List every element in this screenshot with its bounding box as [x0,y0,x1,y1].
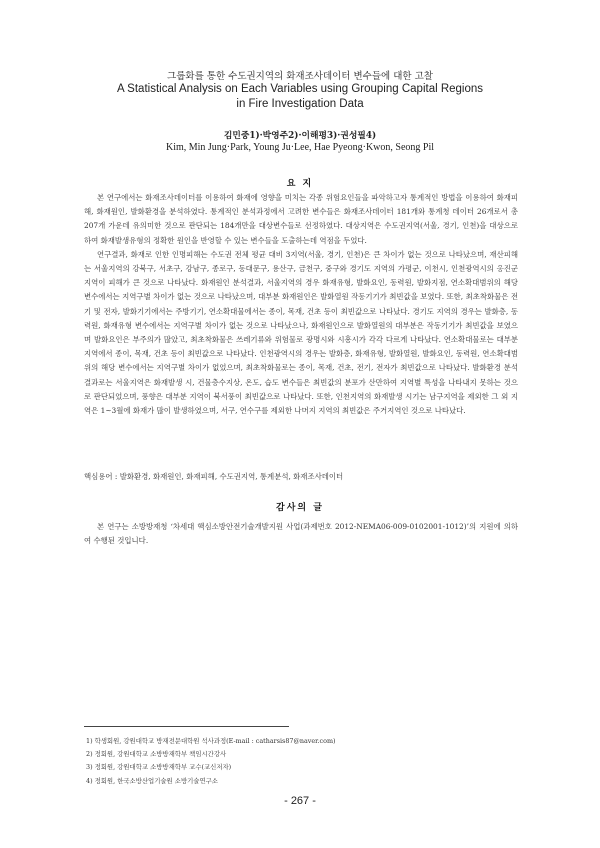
authors-english: Kim, Min Jung·Park, Young Ju·Lee, Hae Pyeong·Kwon, Seong Pil [165,142,435,153]
paper-title-korean: 그룹화를 통한 수도권지역의 화재조사데이터 변수들에 대한 고찰 [167,71,433,82]
authors-korean: 김민중1)·박영주2)·이해평3)·권성필4) [223,131,377,141]
paper-title-english-line-1: A Statistical Analysis on Each Variables using Grouping Capital Regions [116,83,484,95]
abstract-heading: 요 지 [286,179,314,189]
acknowledgement-body [84,520,518,548]
footnote-4: 4) 정회원, 한국소방산업기술원 소방기술연구소 [86,776,218,785]
footnotes [86,735,516,788]
abstract-paragraph-1: 본 연구에서는 화재조사데이터를 이용하여 화재에 영향을 미치는 각종 위험요인들을 파악하고자 통계적인 방법을 이용하여 화재피해, 화재원인, 발화환경을 분석하였다. 통계적인 분석과정에서 고려한 변수들은 화재조사데이터 181개와 통계청 데이터 26개로서 총 207개 가운데 유의미한 것으로 판단되는 184개만을 대상변수들로 선정하였다. 대상지역은 수도권지역(서울, 경기, 인천)을 대상으로 하여 화재발생유형의 정확한 원인을 반영할 수 있는 변수들을 도출하는데 역점을 두었다. [84,193,518,245]
acknowledgement-text: 본 연구는 소방방재청 ‘차세대 핵심소방안전기술개발지원 사업(과제번호 2012-NEMA06-009-0102001-1012)’의 지원에 의하여 수행된 것입니다. [84,522,518,546]
keywords-line: 핵심용어 : 발화환경, 화재원인, 화재피해, 수도권지역, 통계분석, 화재조사데이터 [84,472,344,481]
paper-title-english [0,82,600,112]
footnote-3: 3) 정회원, 강원대학교 소방방재학부 교수(교신저자) [86,763,232,772]
paper-title-english-line-2: in Fire Investigation Data [236,98,364,110]
abstract-paragraph-2: 연구결과, 화재로 인한 인명피해는 수도권 전체 평균 대비 3지역(서울, 경기, 인천)은 큰 차이가 없는 것으로 나타났으며, 재산피해는 서울지역의 강북구, 서초구, 강남구, 종로구, 동대문구, 용산구, 금천구, 중구와 경기도 지역의 가평군, 이천시, 인천광역시의 옹진군 지역이 피해가 큰 것으로 나타났다. 화재원인 분석결과, 서울지역의 경우 화재유형, 발화요인, 동력원, 발화지점, 연소확대범위의 해당 변수에서는 지역구별 차이가 없는 것으로 나타났으며, 대부분 화재원인은 발화열원 작동기기가 최빈값을 보였다. 또한, 최초착화물은 전기 및 전자, 발화기기에서는 주방기기, 연소확대물에서는 종이, 목재, 건초 등이 최빈값으로 나타났다. 경기도 지역의 경우는 발화층, 동력원, 화재유형 변수에서는 지역구별 차이가 없는 것으로 나타났으나, 화재원인으로 발화열원의 대부분은 작동기기가 최빈값을 보였으며 발화요인은 부주의가 많았고, 최초착화물은 쓰레기류와 위험물로 광명시와 시흥시가 각각 다르게 나타났다. 연소확대물로는 대부분 지역에서 종이, 목재, 건초 등이 최빈값으로 나타났다. 인천광역시의 경우는 발화층, 화재유형, 발화열원, 발화요인, 동력원, 연소확대범위의 해당 변수에서는 지역구별 차이가 없었으며, 최초착화물로는 종이, 목재, 건초, 전기, 전자가 최빈값으로 나타났다. 발화환경 분석결과로는 서울지역은 화재발생 시, 건물층수지상, 온도, 습도 변수들은 최빈값의 분포가 산만하여 지역별 특성을 나타내지 못하는 것으로 판단되었으며, 풍향은 대부분 지역이 북서풍이 최빈값으로 나타났다. 또한, 인천지역의 화재발생 시기는 남구지역을 제외한 그 외 지역은 1~3월에 화재가 많이 발생하였으며, 서구, 연수구를 제외한 나머지 지역의 최빈값은 주거지역인 것으로 나타났다. [84,249,518,416]
acknowledgement-heading: 감사의 글 [276,503,324,513]
page-number: - 267 - [284,795,316,807]
footnote-2: 2) 정회원, 강원대학교 소방방재학부 책임시간강사 [86,750,227,759]
footnote-1: 1) 학생회원, 강원대학교 방재전문대학원 석사과정(E-mail : catharsis87@naver.com) [86,737,336,745]
footnote-divider [84,726,289,727]
abstract-body [84,191,518,418]
